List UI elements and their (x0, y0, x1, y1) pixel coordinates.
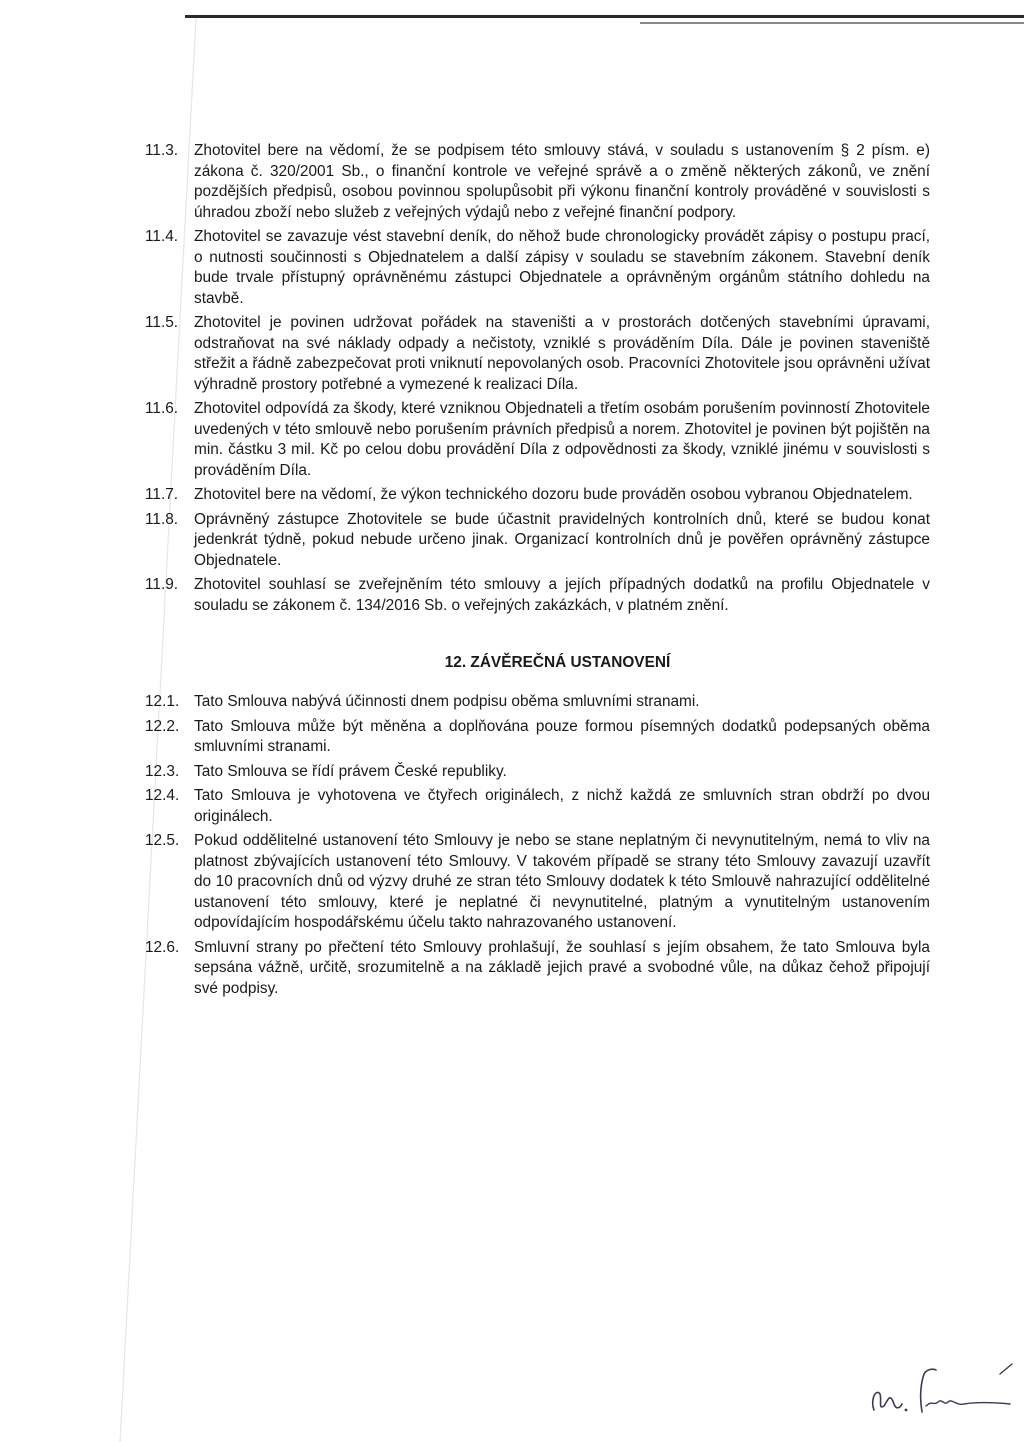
clause-text: Zhotovitel odpovídá za škody, které vzniknou Objednateli a třetím osobám porušením povinností Zhotovitele uvedených v této smlouvě nebo porušením právních předpisů a norem. Zhotovitel je povinen být pojištěn na min. částku 3 mil. Kč po celou dobu provádění Díla z odpovědnosti za škody, vzniklé jinému v souvislosti s prováděním Díla. (194, 400, 930, 479)
clause-text: Tato Smlouva je vyhotovena ve čtyřech originálech, z nichž každá ze smluvních stran obdrží po dvou originálech. (194, 787, 930, 825)
clause-12-2 (145, 717, 930, 758)
clause-11-4 (145, 227, 930, 309)
clause-text: Zhotovitel bere na vědomí, že výkon technického dozoru bude prováděn osobou vybranou Objednatelem. (194, 486, 913, 503)
clause-11-5 (145, 313, 930, 395)
clause-11-3 (145, 141, 930, 223)
section-12 (145, 692, 930, 999)
clause-11-8 (145, 510, 930, 572)
clause-12-4 (145, 786, 930, 827)
clause-number: 11.4. (145, 228, 179, 245)
section-heading: 12. ZÁVĚREČNÁ USTANOVENÍ (444, 654, 671, 671)
clause-number: 11.7. (145, 486, 179, 503)
clause-number: 11.6. (145, 400, 179, 417)
clause-number: 12.3. (145, 762, 180, 780)
clause-text: Zhotovitel souhlasí se zveřejněním této smlouvy a jejích případných dodatků na profilu Objednatele v souladu se zákonem č. 134/2016 Sb. o veřejných zakázkách, v platném znění. (194, 576, 930, 614)
clause-number: 11.5. (145, 314, 179, 331)
clause-text: Oprávněný zástupce Zhotovitele se bude účastnit pravidelných kontrolních dnů, které se budou konat jedenkrát týdně, pokud nebude určeno jinak. Organizací kontrolních dnů je pověřen oprávněný zástupce Objednatele. (194, 510, 930, 569)
section-11 (145, 141, 930, 616)
clause-number: 11.8. (145, 510, 179, 528)
clause-number: 12.4. (145, 787, 180, 804)
clause-text: Zhotovitel se zavazuje vést stavební deník, do něhož bude chronologicky provádět zápisy o postupu prací, o nutnosti součinnosti s Objednatelem a další zápisy v souladu se stavebním zákonem. Stavební deník bude trvale přístupný oprávněnému zástupci Objednatele a oprávněným orgánům státního dohledu na stavbě. (194, 228, 930, 307)
clause-number: 11.3. (145, 142, 179, 159)
clause-number: 12.1. (145, 693, 180, 710)
clause-text: Pokud oddělitelné ustanovení této Smlouvy je nebo se stane neplatným či nevynutitelným, nemá to vliv na platnost zbývajících ustanovení této Smlouvy. V takovém případě se strany této Smlouvy zavazují uzavřít do 10 pracovních dnů od výzvy druhé ze stran této Smlouvy dodatek k této Smlouvě nahrazující oddělitelné ustanovení této smlouvy, které je neplatné či nevynutitelné, platným a vynutitelným ustanovením odpovídajícím hospodářskému účelu takto nahrazovaného ustanovení. (194, 832, 930, 931)
clause-number: 12.5. (145, 832, 180, 849)
clause-text: Tato Smlouva se řídí právem České republiky. (194, 762, 507, 780)
clause-number: 12.6. (145, 938, 180, 956)
clause-text: Zhotovitel bere na vědomí, že se podpisem této smlouvy stává, v souladu s ustanovením § 2 písm. e) zákona č. 320/2001 Sb., o finanční kontrole ve veřejné správě a o změně některých zákonů, ve znění pozdějších předpisů, osobou povinnou spolupůsobit při výkonu finanční kontroly prováděné v souvislosti s úhradou zboží nebo služeb z veřejných výdajů nebo z veřejné finanční podpory. (194, 142, 930, 221)
handwritten-signature (860, 1360, 1020, 1420)
clause-12-6 (145, 938, 930, 1000)
clause-number: 12.2. (145, 717, 180, 735)
clause-text: Tato Smlouva nabývá účinnosti dnem podpisu oběma smluvními stranami. (194, 693, 700, 710)
clause-11-7 (145, 485, 930, 506)
clause-12-1 (145, 692, 930, 713)
clause-11-6 (145, 399, 930, 481)
clause-11-9 (145, 575, 930, 616)
clause-text: Smluvní strany po přečtení této Smlouvy prohlašují, že souhlasí s jejím obsahem, že tato Smlouva byla sepsána vážně, určitě, srozumitelně a na základě jejich pravé a svobodné vůle, na důkaz čehož připojují své podpisy. (194, 938, 930, 997)
document-body (145, 141, 930, 1003)
clause-text: Zhotovitel je povinen udržovat pořádek na staveništi a v prostorách dotčených stavebními úpravami, odstraňovat na své náklady odpady a nečistoty, vzniklé s prováděním Díla. Dále je povinen staveniště střežit a řádně zabezpečovat proti vniknutí nepovolaných osob. Pracovníci Zhotovitele jsou oprávněni užívat výhradně prostory potřebné a vymezené k realizaci Díla. (194, 314, 930, 393)
clause-number: 11.9. (145, 576, 179, 593)
clause-text: Tato Smlouva může být měněna a doplňována pouze formou písemných dodatků podepsaných oběma smluvními stranami. (194, 717, 930, 755)
clause-12-3 (145, 762, 930, 783)
clause-12-5 (145, 831, 930, 934)
